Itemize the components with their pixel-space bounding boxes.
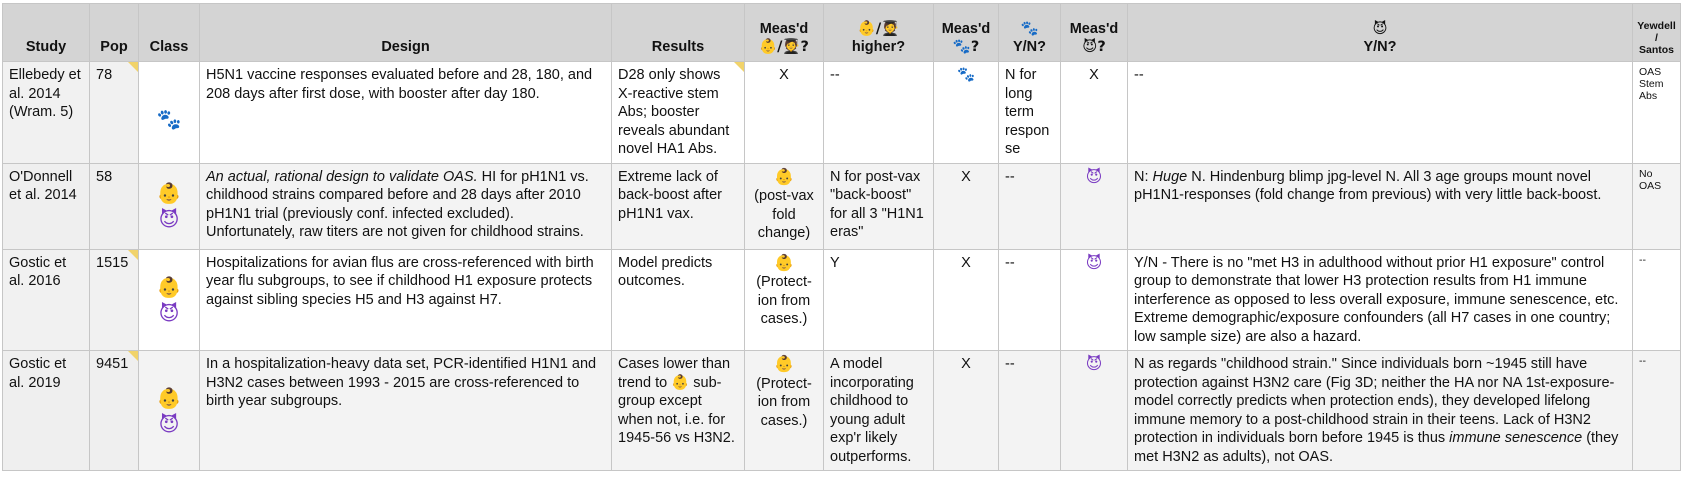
cell-devil-yn[interactable]: -- [1128, 62, 1633, 164]
cell-class[interactable] [139, 163, 200, 249]
cell-measd-baby[interactable]: X [745, 62, 824, 164]
baby-icon: 👶 [671, 374, 690, 391]
header-paws-yn[interactable] [999, 4, 1061, 62]
table-row [3, 163, 1681, 249]
cell-devil-yn[interactable] [1128, 351, 1633, 471]
header-baby-higher[interactable] [824, 4, 934, 62]
baby-icon: 👶 [774, 354, 794, 373]
cell-baby-higher[interactable]: -- [824, 62, 934, 164]
baby-icon: 👶 [774, 252, 794, 272]
design-italic: An actual, rational design to validate OAS. [206, 168, 478, 185]
paw-prints-icon: 🐾 [156, 107, 182, 132]
cell-study[interactable]: Ellebedy et al. 2014 (Wram. 5) [3, 62, 90, 164]
devil-icon: 😈 [1085, 354, 1103, 373]
baby-icon: 👶 [156, 181, 182, 205]
results-pre: Cases lower than trend to [618, 356, 731, 391]
header-measd-devil-icon: 😈? [1082, 39, 1106, 55]
header-design[interactable]: Design [200, 4, 612, 62]
devil-yn-italic: Huge [1152, 168, 1188, 185]
devil-icon: 😈 [158, 411, 180, 436]
header-higher-label: higher? [851, 39, 906, 55]
baby-icon: 👶 [156, 385, 182, 410]
cell-measd-paws[interactable] [934, 62, 999, 164]
cell-study[interactable]: O'Donnell et al. 2014 [3, 163, 90, 249]
header-measd-devil[interactable] [1061, 4, 1128, 62]
cell-paws-yn[interactable]: -- [999, 163, 1061, 249]
cell-results[interactable]: Extreme lack of back-boost after pH1N1 vax. [612, 163, 745, 249]
cell-pop[interactable]: 78 [90, 62, 139, 164]
design-rest: HI for pH1N1 vs. childhood strains compared before and 28 days after 2010 pH1N1 trial (previously conf. infected excluded). Unfortunately, raw titers are not given for childhood strains. [206, 168, 589, 240]
measd-baby-note: (post-vax fold change) [754, 188, 814, 241]
cell-baby-higher[interactable]: Y [824, 249, 934, 351]
cell-results[interactable]: D28 only shows X-reactive stem Abs; booster reveals abundant novel HA1 Abs. [612, 62, 745, 164]
devil-yn-rest: (they met H3N2 as adults), not OAS. [1134, 430, 1619, 465]
header-measd-paws-line1: Meas'd [941, 21, 991, 37]
devil-yn-italic: immune senescence [1449, 430, 1583, 446]
cell-paws-yn[interactable]: -- [999, 351, 1061, 471]
cell-design[interactable]: H5N1 vaccine responses evaluated before and 28, 180, and 208 days after first dose, with booster after day 180. [200, 62, 612, 164]
header-measd-devil-line1: Meas'd [1069, 21, 1119, 37]
table-row [3, 62, 1681, 164]
cell-measd-devil[interactable] [1061, 249, 1128, 351]
header-yewdell-santos[interactable]: Yewdell/ Santos [1633, 4, 1681, 62]
cell-paws-yn[interactable]: -- [999, 249, 1061, 351]
cell-yewdell[interactable]: OAS Stem Abs [1633, 62, 1681, 164]
spreadsheet [2, 3, 1680, 471]
measd-baby-note: (Protect-ion from cases.) [756, 274, 812, 327]
header-measd-paws[interactable] [934, 4, 999, 62]
header-measd-baby-icons: 👶/🧑‍🎓? [759, 39, 809, 55]
baby-icon: 👶 [774, 166, 794, 186]
header-paws-yn-label: Y/N? [1012, 39, 1047, 55]
header-measd-paws-icon: 🐾? [952, 39, 980, 55]
header-measd-baby-line1: Meas'd [759, 21, 809, 37]
cell-design[interactable]: Hospitalizations for avian flus are cross-referenced with birth year flu subgroups, to see if childhood H1 exposure protects against sibling species H5 and H3 against H7. [200, 249, 612, 351]
header-pop[interactable]: Pop [90, 4, 139, 62]
cell-measd-paws[interactable]: X [934, 163, 999, 249]
header-class[interactable]: Class [139, 4, 200, 62]
cell-measd-paws[interactable]: X [934, 351, 999, 471]
header-study[interactable]: Study [3, 4, 90, 62]
cell-study[interactable]: Gostic et al. 2016 [3, 249, 90, 351]
header-results[interactable]: Results [612, 4, 745, 62]
cell-paws-yn[interactable]: N for long term response [999, 62, 1061, 164]
cell-results[interactable] [612, 351, 745, 471]
devil-yn-rest: N. Hindenburg blimp jpg-level N. All 3 age groups mount novel pH1N1-responses (fold change from previous) with very little back-boost. [1134, 168, 1602, 203]
paw-prints-icon: 🐾 [956, 67, 976, 83]
header-row [3, 4, 1681, 62]
cell-class[interactable] [139, 62, 200, 164]
cell-pop[interactable]: 1515 [90, 249, 139, 351]
header-paws-icon: 🐾 [1020, 21, 1039, 37]
devil-yn-pre: N: [1134, 168, 1153, 185]
cell-yewdell[interactable]: -- [1633, 249, 1681, 351]
results-post: sub-group except when not, i.e. for 1945-56 vs H3N2. [618, 374, 735, 446]
cell-design[interactable] [200, 163, 612, 249]
cell-class[interactable] [139, 351, 200, 471]
cell-pop[interactable]: 58 [90, 163, 139, 249]
cell-measd-baby[interactable] [745, 163, 824, 249]
cell-measd-paws[interactable]: X [934, 249, 999, 351]
table-row [3, 351, 1681, 471]
cell-measd-devil[interactable] [1061, 351, 1128, 471]
cell-yewdell[interactable]: -- [1633, 351, 1681, 471]
cell-design[interactable]: In a hospitalization-heavy data set, PCR-identified H1N1 and H3N2 cases between 1993 - 2015 are cross-referenced to birth year subgroups. [200, 351, 612, 471]
header-devil-yn-label: Y/N? [1363, 39, 1397, 55]
cell-measd-devil[interactable]: X [1061, 62, 1128, 164]
cell-measd-baby[interactable] [745, 249, 824, 351]
devil-icon: 😈 [1085, 252, 1103, 272]
cell-baby-higher[interactable]: A model incorporating childhood to young adult exp'r likely outperforms. [824, 351, 934, 471]
cell-devil-yn[interactable] [1128, 163, 1633, 249]
oas-study-table [2, 3, 1681, 471]
measd-baby-note: (Protect-ion from cases.) [756, 375, 812, 429]
cell-devil-yn[interactable]: Y/N - There is no "met H3 in adulthood without prior H1 exposure" control group to demonstrate that lower H3 protection results from H1 immune interference as opposed to less overall exposure, immune senescence, etc. Extreme demographic/exposure confounders (all H7 cases in one country; low sample size) are also a hazard. [1128, 249, 1633, 351]
header-baby-prof-icons: 👶/🧑‍🎓 [857, 21, 900, 37]
cell-yewdell[interactable]: No OAS [1633, 163, 1681, 249]
devil-yn-pre: N as regards "childhood strain." Since individuals born ~1945 still have protection against H3N2 care (Fig 3D; neither the HA nor NA 1st-exposure-model correctly predicts when protection ends), they developed lifelong immune memory to a post-childhood strain in their teens. Lack of H3N2 protection in individuals born before 1945 is thus [1134, 356, 1615, 446]
header-devil-yn[interactable] [1128, 4, 1633, 62]
devil-icon: 😈 [158, 300, 180, 325]
devil-icon: 😈 [1085, 166, 1103, 186]
header-measd-baby[interactable] [745, 4, 824, 62]
table-row [3, 249, 1681, 351]
devil-icon: 😈 [158, 207, 180, 231]
cell-baby-higher[interactable]: N for post-vax "back-boost" for all 3 "H1N1 eras" [824, 163, 934, 249]
header-devil-icon: 😈 [1372, 21, 1388, 37]
cell-measd-devil[interactable] [1061, 163, 1128, 249]
baby-icon: 👶 [156, 274, 182, 299]
cell-pop[interactable]: 9451 [90, 351, 139, 471]
cell-study[interactable]: Gostic et al. 2019 [3, 351, 90, 471]
cell-measd-baby[interactable] [745, 351, 824, 471]
cell-class[interactable] [139, 249, 200, 351]
cell-results[interactable]: Model predicts outcomes. [612, 249, 745, 351]
